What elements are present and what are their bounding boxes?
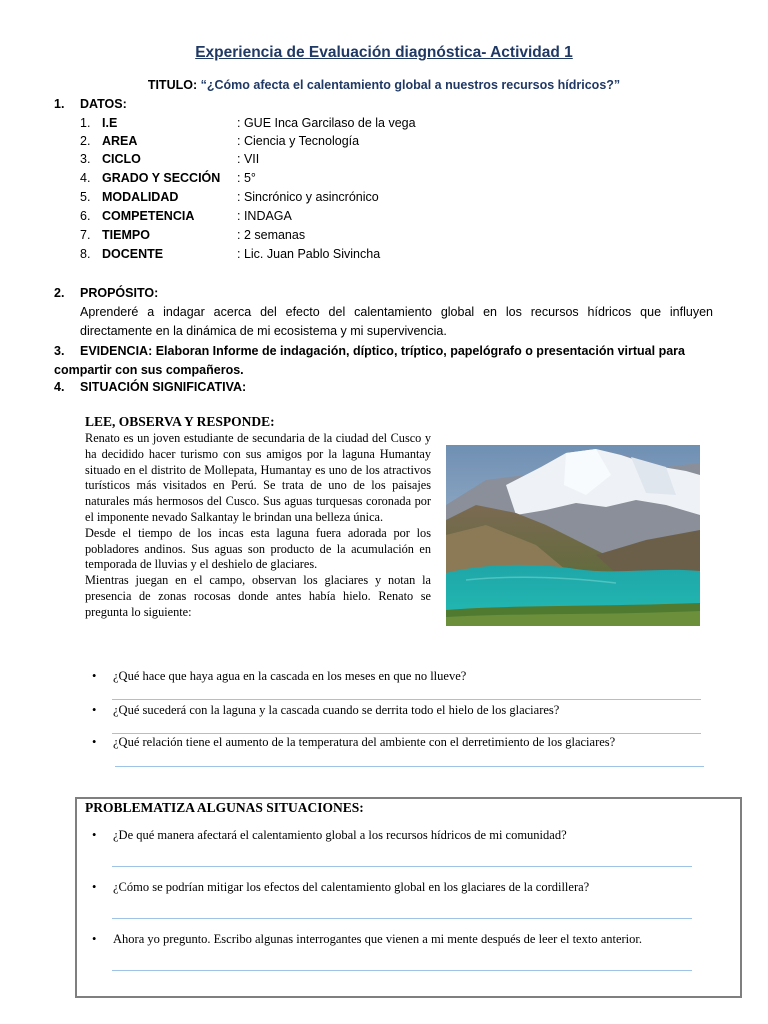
datos-row-key: CICLO: [102, 152, 141, 166]
answer-line[interactable]: [112, 699, 701, 700]
datos-row: [80, 116, 720, 134]
bullet-symbol: •: [92, 735, 97, 749]
datos-row: [80, 247, 720, 265]
datos-row: [80, 209, 720, 227]
section-title-evidencia: EVIDENCIA:: [80, 344, 153, 358]
datos-row-value: : 2 semanas: [237, 228, 306, 242]
datos-row: [80, 228, 720, 246]
datos-row-number: 5.: [80, 190, 91, 204]
bullet-symbol: •: [92, 880, 97, 894]
story-paragraph: Desde el tiempo de los incas esta laguna fuera adorada por los pobladores andinos. Sus aguas son producto de la acumulación en temporada de lluvias y el deshielo de glaciares.: [85, 525, 431, 572]
bullet-symbol: •: [92, 703, 97, 717]
answer-line[interactable]: [112, 918, 692, 919]
lagoon-photo: [446, 445, 700, 626]
question-text: ¿Qué sucederá con la laguna y la cascada cuando se derrita todo el hielo de los glaciares?: [113, 703, 560, 717]
datos-row-value: : GUE Inca Garcilaso de la vega: [237, 116, 416, 130]
datos-row-key: I.E: [102, 116, 118, 130]
problem-text: ¿De qué manera afectará el calentamiento global a los recursos hídricos de mi comunidad?: [113, 828, 567, 842]
section-title-situacion: SITUACIÓN SIGNIFICATIVA:: [80, 380, 247, 394]
datos-row-number: 2.: [80, 134, 91, 148]
datos-row-value: : Sincrónico y asincrónico: [237, 190, 379, 204]
section-number-situacion: 4.: [54, 380, 65, 394]
datos-row-key: MODALIDAD: [102, 190, 179, 204]
datos-row-number: 3.: [80, 152, 91, 166]
datos-row-number: 4.: [80, 171, 91, 185]
datos-row: [80, 190, 720, 208]
datos-row: [80, 134, 720, 152]
datos-row-key: DOCENTE: [102, 247, 164, 261]
question-text: ¿Qué relación tiene el aumento de la temperatura del ambiente con el derretimiento de los glaciares?: [113, 735, 616, 749]
datos-row: [80, 152, 720, 170]
reading-heading: LEE, OBSERVA Y RESPONDE:: [85, 414, 275, 429]
answer-line[interactable]: [112, 970, 692, 971]
bullet-symbol: •: [92, 828, 97, 842]
section-number-evidencia: 3.: [54, 344, 65, 358]
bullet-symbol: •: [92, 669, 97, 683]
story-paragraph: Renato es un joven estudiante de secundaria de la ciudad del Cusco y ha decidido hacer turismo con sus amigos por la laguna Humantay situado en el distrito de Mollepata, Humantay es uno de los atractivos turísticos más visitados en Perú. Se trata de uno de los paisajes naturales más hermosos del Cusco. Sus aguas turquesas coronada por el imponente nevado Salkantay le brindan una belleza única.: [85, 431, 431, 524]
datos-row-value: : Lic. Juan Pablo Sivincha: [237, 247, 381, 261]
question-text: ¿Qué hace que haya agua en la cascada en los meses en que no llueve?: [113, 669, 467, 683]
datos-row-number: 6.: [80, 209, 91, 223]
evidencia-text: Elaboran Informe de indagación, díptico, tríptico, papelógrafo o presentación virtual para compartir con sus compañeros.: [54, 344, 685, 377]
section-number-proposito: 2.: [54, 286, 65, 300]
problem-text: Ahora yo pregunto. Escribo algunas interrogantes que vienen a mi mente después de leer el texto anterior.: [113, 932, 642, 946]
datos-row-key: TIEMPO: [102, 228, 150, 242]
datos-row-key: COMPETENCIA: [102, 209, 195, 223]
section-number-datos: 1.: [54, 97, 65, 111]
datos-row-number: 8.: [80, 247, 91, 261]
answer-line[interactable]: [112, 733, 701, 734]
subtitle-label: TITULO:: [147, 78, 198, 92]
evidencia-block: [54, 342, 713, 380]
activity-subtitle: [0, 78, 768, 92]
subtitle-question: “¿Cómo afecta el calentamiento global a nuestros recursos hídricos?”: [200, 78, 621, 92]
answer-line[interactable]: [112, 866, 692, 867]
section-title-datos: DATOS:: [80, 97, 127, 111]
answer-line[interactable]: [115, 766, 704, 767]
problematiza-heading: PROBLEMATIZA ALGUNAS SITUACIONES:: [85, 800, 364, 815]
proposito-text: Aprenderé a indagar acerca del efecto del calentamiento global en los recursos hídricos que influyen directamente en la dinámica de mi ecosistema y mi supervivencia.: [80, 305, 713, 338]
story-paragraph: Mientras juegan en el campo, observan los glaciares y notan la presencia de zonas rocosas donde antes había hielo. Renato se pregunta lo siguiente:: [85, 573, 431, 619]
datos-row-value: : INDAGA: [237, 209, 292, 223]
datos-row-value: : 5°: [237, 171, 256, 185]
problem-text: ¿Cómo se podrían mitigar los efectos del calentamiento global en los glaciares de la cordillera?: [113, 880, 590, 894]
bullet-symbol: •: [92, 932, 97, 946]
datos-row-key: AREA: [102, 134, 138, 148]
datos-row-number: 1.: [80, 116, 91, 130]
datos-row-key: GRADO Y SECCIÓN: [102, 171, 221, 185]
datos-row-value: : VII: [237, 152, 260, 166]
datos-row-number: 7.: [80, 228, 91, 242]
story-text: [85, 431, 431, 621]
section-title-proposito: PROPÓSITO:: [80, 286, 159, 300]
page-title: Experiencia de Evaluación diagnóstica- Actividad 1: [195, 44, 573, 61]
datos-row: [80, 171, 720, 189]
datos-row-value: : Ciencia y Tecnología: [237, 134, 360, 148]
